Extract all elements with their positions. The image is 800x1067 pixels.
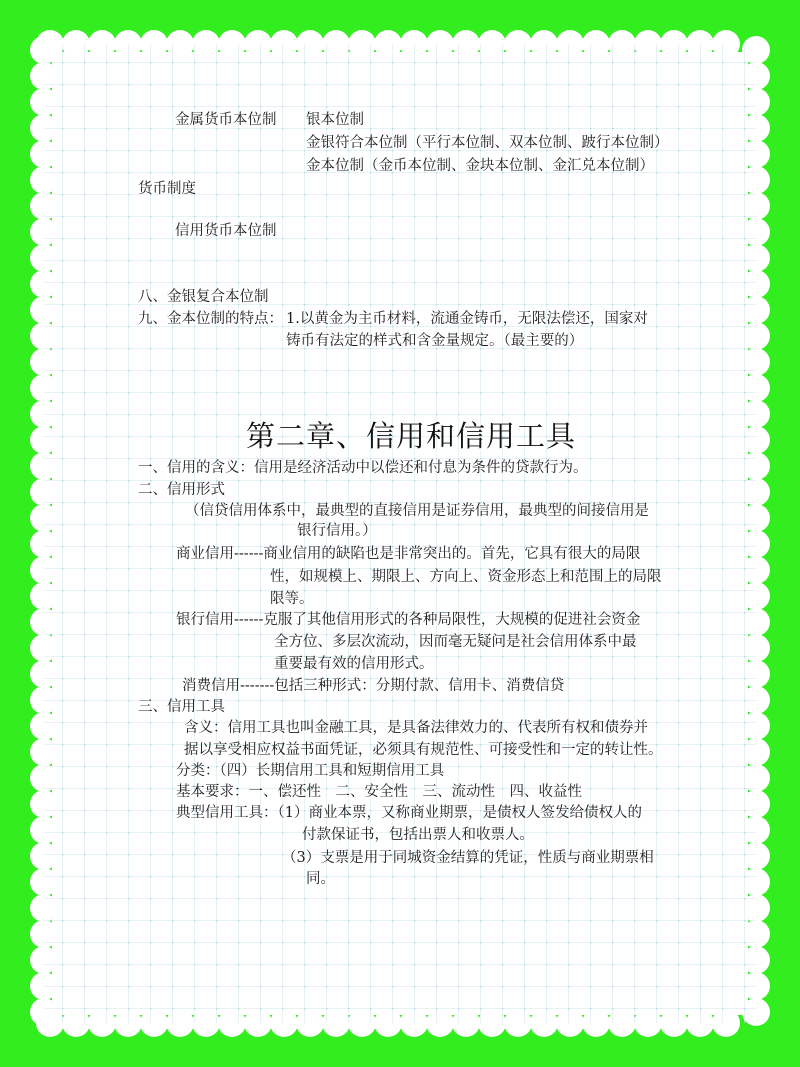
credit-tools-heading: 三、信用工具 bbox=[138, 699, 225, 715]
currency-system: 货币制度 bbox=[138, 181, 196, 197]
credit-tools-meaning-line2: 据以享受相应权益书面凭证，必须具有规范性、可接受性和一定的转让性。 bbox=[184, 742, 663, 758]
commercial-credit-line2: 性，如规模上、期限上、方向上、资金形态上和范围上的局限 bbox=[270, 569, 662, 585]
credit-note-line1: （信贷信用体系中，最典型的直接信用是证券信用，最典型的间接信用是 bbox=[185, 503, 649, 519]
credit-tools-requirements: 基本要求：一、偿还性 二、安全性 三、流动性 四、收益性 bbox=[176, 784, 582, 800]
credit-currency-standard: 信用货币本位制 bbox=[175, 223, 277, 239]
typical-tools-line2: 付款保证书，包括出票人和收票人。 bbox=[302, 827, 534, 843]
bimetal-standard: 金银符合本位制（平行本位制、双本位制、跛行本位制） bbox=[306, 135, 669, 151]
bank-credit-line1: 银行信用------克服了其他信用形式的各种局限性，大规模的促进社会资金 bbox=[176, 612, 641, 628]
gold-standard: 金本位制（金币本位制、金块本位制、金汇兑本位制） bbox=[306, 158, 654, 174]
bank-credit-line2: 全方位、多层次流动，因而毫无疑问是社会信用体系中最 bbox=[274, 634, 637, 650]
credit-tools-meaning-line1: 含义：信用工具也叫金融工具，是具备法律效力的、代表所有权和债券并 bbox=[184, 720, 648, 736]
commercial-credit-line3: 限等。 bbox=[270, 591, 314, 607]
metal-currency-standard: 金属货币本位制 bbox=[175, 112, 277, 128]
credit-forms-heading: 二、信用形式 bbox=[138, 482, 225, 498]
credit-note-line2: 银行信用。） bbox=[297, 523, 377, 539]
chapter-title: 第二章、信用和信用工具 bbox=[246, 419, 577, 453]
typical-tools-line1: 典型信用工具：（1）商业本票，又称商业期票，是债权人签发给债权人的 bbox=[176, 805, 642, 821]
bank-credit-line3: 重要最有效的信用形式。 bbox=[274, 656, 434, 672]
credit-tools-classification: 分类：（四）长期信用工具和短期信用工具 bbox=[176, 763, 445, 779]
cheque-line2: 同。 bbox=[306, 871, 335, 887]
commercial-credit-line1: 商业信用------商业信用的缺陷也是非常突出的。首先，它具有很大的局限 bbox=[176, 546, 641, 562]
item-eight: 八、金银复合本位制 bbox=[138, 289, 269, 305]
consumer-credit: 消费信用-------包括三种形式：分期付款、信用卡、消费信贷 bbox=[182, 678, 565, 694]
cheque-line1: （3）支票是用于同城资金结算的凭证，性质与商业期票相 bbox=[282, 850, 654, 866]
item-nine-line1: 1.以黄金为主币材料，流通金铸币，无限法偿还，国家对 bbox=[286, 311, 648, 327]
item-nine-label: 九、金本位制的特点： bbox=[138, 311, 283, 327]
credit-meaning: 一、信用的含义：信用是经济活动中以偿还和付息为条件的贷款行为。 bbox=[138, 460, 588, 476]
silver-standard: 银本位制 bbox=[306, 112, 364, 128]
item-nine-line2: 铸币有法定的样式和含金量规定。（最主要的） bbox=[286, 333, 584, 349]
